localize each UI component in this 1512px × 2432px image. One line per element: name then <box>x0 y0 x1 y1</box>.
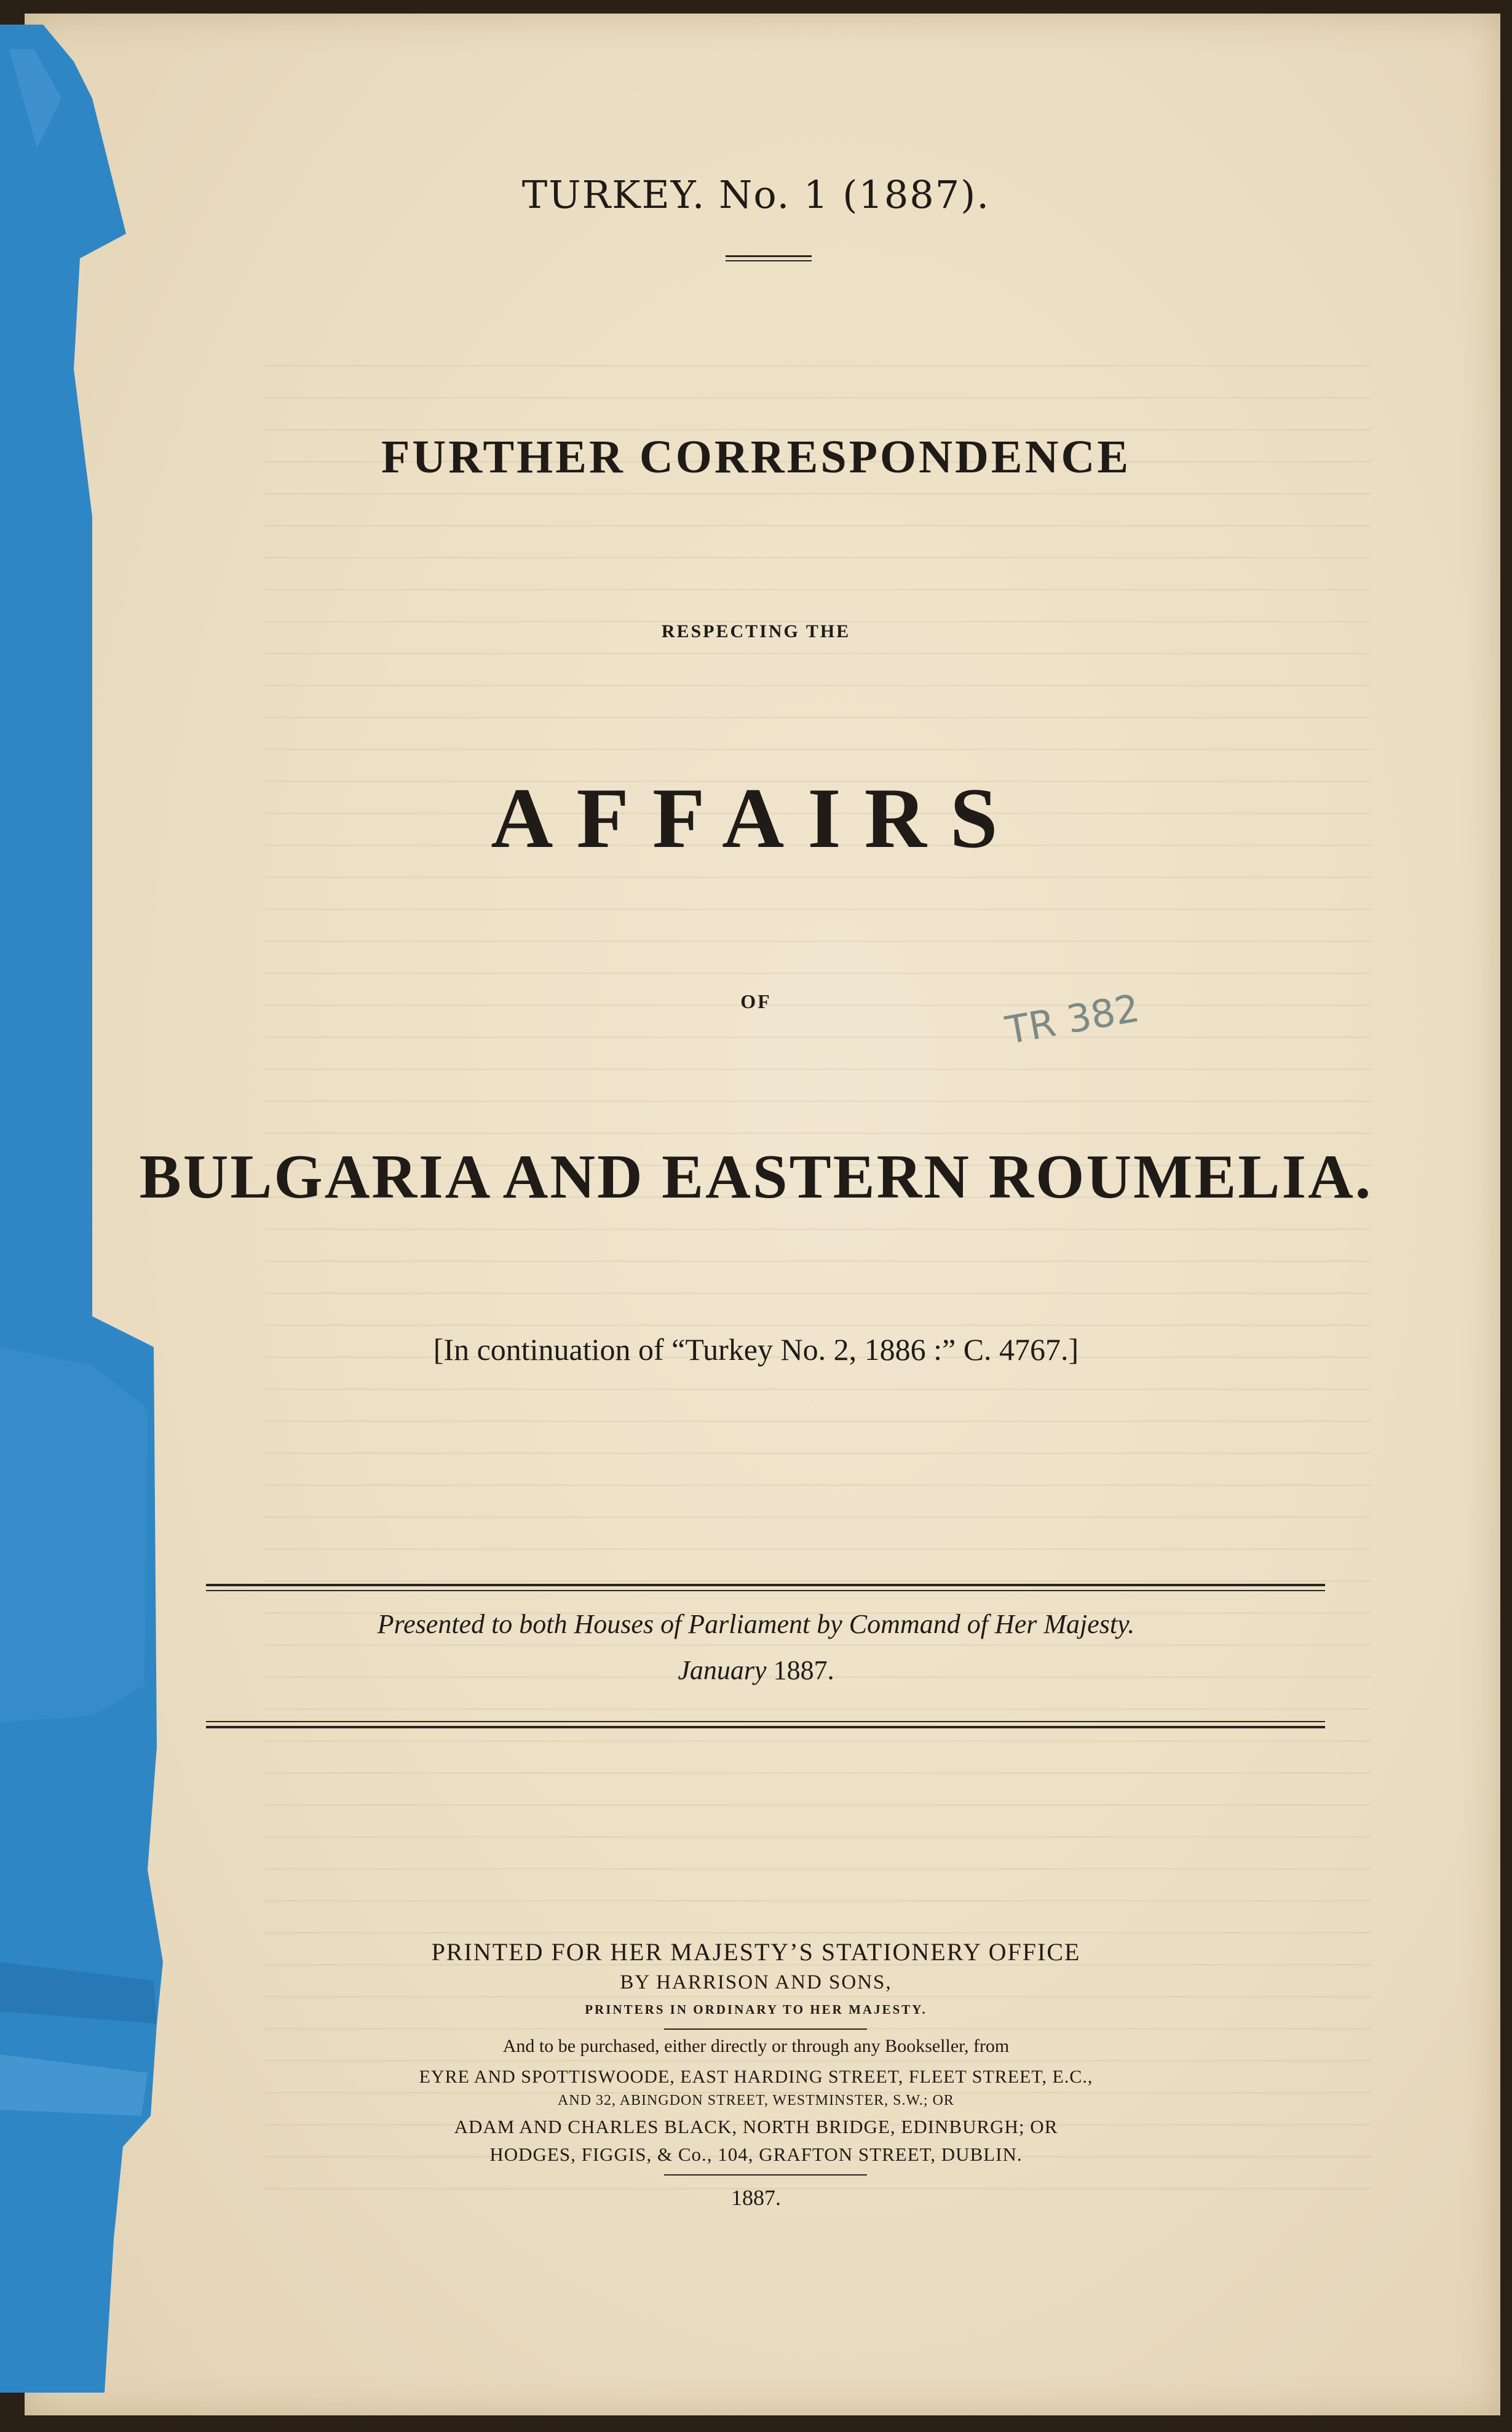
series-number: TURKEY. No. 1 (1887). <box>521 172 991 217</box>
imprint-purchase-note: And to be purchased, either directly or through any Bookseller, from <box>502 2036 1010 2056</box>
top-double-rule <box>206 1584 1325 1586</box>
imprint-printers-note: PRINTERS IN ORDINARY TO HER MAJESTY. <box>585 2002 927 2017</box>
of-line: OF <box>740 990 772 1012</box>
imprint-seller-adam: ADAM AND CHARLES BLACK, NORTH BRIDGE, EDINBURGH; OR <box>454 2116 1058 2137</box>
bottom-double-rule-thin <box>206 1721 1325 1722</box>
imprint-seller-hodges: HODGES, FIGGIS, & Co., 104, GRAFTON STREET, DUBLIN. <box>489 2144 1023 2165</box>
series-underline <box>726 255 812 257</box>
imprint-seller-eyre: EYRE AND SPOTTISWOODE, EAST HARDING STREET, FLEET STREET, E.C., <box>419 2067 1093 2087</box>
bottom-double-rule <box>206 1726 1325 1728</box>
date-month: January <box>678 1655 767 1685</box>
imprint-printed-for: PRINTED FOR HER MAJESTY’S STATIONERY OFFICE <box>431 1938 1081 1966</box>
series-underline-2 <box>726 260 812 261</box>
affairs-title: AFFAIRS <box>491 771 1021 866</box>
imprint-divider <box>664 2029 867 2030</box>
subject-title: BULGARIA AND EASTERN ROUMELIA. <box>139 1142 1373 1212</box>
continuation-note: [In continuation of “Turkey No. 2, 1886 :” C. 4767.] <box>433 1332 1079 1367</box>
imprint-year-rule <box>664 2174 867 2176</box>
imprint-printer: BY HARRISON AND SONS, <box>620 1971 892 1993</box>
document-heading: FURTHER CORRESPONDENCE <box>381 431 1131 483</box>
presentation-date <box>0 1655 1512 1686</box>
date-year: 1887. <box>773 1655 834 1685</box>
imprint-seller-abingdon: AND 32, ABINGDON STREET, WESTMINSTER, S.W.; OR <box>558 2092 954 2108</box>
imprint-year: 1887. <box>731 2185 781 2210</box>
handwritten-reference: TR 382 <box>1002 985 1143 1053</box>
respecting-line: RESPECTING THE <box>661 621 851 642</box>
presented-line: Presented to both Houses of Parliament by Command of Her Majesty. <box>377 1609 1135 1639</box>
top-double-rule-thin <box>206 1590 1325 1591</box>
